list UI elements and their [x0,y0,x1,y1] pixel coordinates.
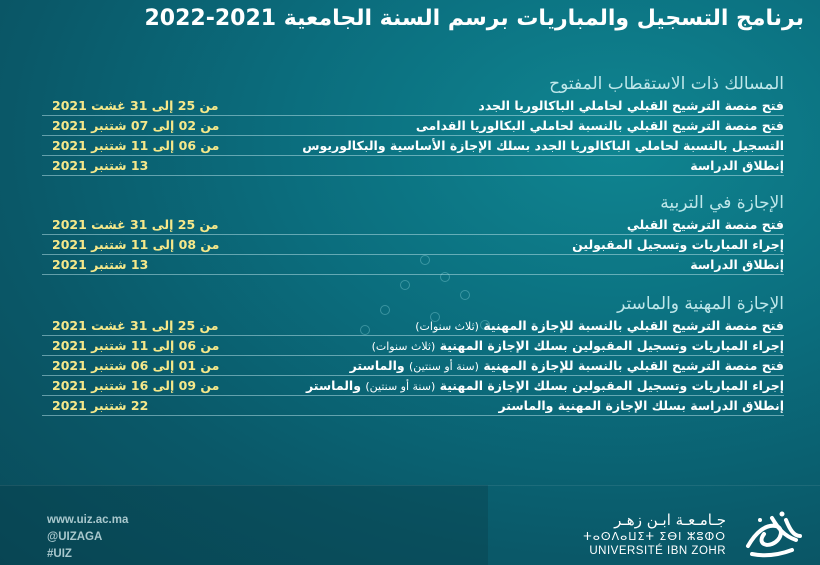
contact-info [47,512,128,563]
row-label: إجراء المباريات وتسجيل المقبولين بسلك الإجازة المهنية (سنة أو سنتين) والماستر [305,378,784,393]
row-label: فتح منصة الترشيح القبلي بالنسبة للإجازة المهنية (ثلاث سنوات) [415,318,784,333]
schedule-row [42,116,784,136]
row-date: من 25 إلى 31 غشت 2021 [52,318,219,333]
section-professional-master [42,292,784,416]
section-education-bachelor [42,191,784,275]
schedule-row [42,396,784,416]
ibn-zohr-calligraphy-icon [742,506,804,562]
row-date: من 08 إلى 11 شتنبر 2021 [52,237,220,252]
schedule-row [42,336,784,356]
section-title: المسالك ذات الاستقطاب المفتوح [549,74,784,94]
logo-arabic: جـامـعـة ابـن زهـر [614,511,726,529]
row-label: إجراء المباريات وتسجيل المقبولين [572,237,784,252]
footer-divider [0,485,820,486]
row-note: (سنة أو سنتين) [409,360,479,373]
schedule-row [42,96,784,116]
section-title: الإجازة في التربية [660,193,784,213]
logo-text [583,512,726,558]
row-date: من 06 إلى 11 شتنبر 2021 [52,338,220,353]
row-date: 22 شتنبر 2021 [52,398,149,413]
logo-french: UNIVERSITÉ IBN ZOHR [589,545,726,557]
row-label: فتح منصة الترشيح القبلي [626,217,784,232]
row-tail: والماستر [305,378,361,393]
row-date: 13 شتنبر 2021 [52,257,149,272]
logo-tifinagh: ⵜⴰⵙⴷⴰⵡⵉⵜ ⵉⴱⵏ ⵣⵓⵀⵔ [583,530,726,543]
row-label: إجراء المباريات وتسجيل المقبولين بسلك الإجازة المهنية (ثلاث سنوات) [371,338,784,353]
row-label: إنطلاق الدراسة [690,158,784,173]
row-date: من 09 إلى 16 شتنبر 2021 [52,378,220,393]
row-note: (سنة أو سنتين) [365,380,436,393]
section-open-access [42,72,784,176]
row-date: من 06 إلى 11 شتنبر 2021 [52,138,220,153]
schedule-row [42,215,784,235]
website-link[interactable]: www.uiz.ac.ma [47,514,129,526]
row-date: من 25 إلى 31 غشت 2021 [52,217,219,232]
row-tail: والماستر [349,358,405,373]
page-title: برنامج التسجيل والمباريات برسم السنة الجامعية 2021-2022 [144,6,804,31]
row-date: من 25 إلى 31 غشت 2021 [52,98,219,113]
hashtag: #UIZ [47,548,72,560]
row-note: (ثلاث سنوات) [415,320,479,333]
row-note: (ثلاث سنوات) [371,340,436,353]
row-label: فتح منصة الترشيح القبلي بالنسبة للإجازة المهنية (سنة أو سنتين) والماستر [349,358,784,373]
social-handle[interactable]: @UIZAGA [47,531,103,543]
row-date: من 02 إلى 07 شتنبر 2021 [52,118,220,133]
schedule-row [42,316,784,336]
schedule-row [42,376,784,396]
schedule-row [42,356,784,376]
row-date: 13 شتنبر 2021 [52,158,149,173]
schedule-row [42,136,784,156]
row-label: فتح منصة الترشيح القبلي لحاملي الباكالوريا الجدد [478,98,784,113]
section-title: الإجازة المهنية والماستر [617,294,784,314]
schedule-row [42,156,784,176]
schedule-row [42,255,784,275]
schedule-row [42,235,784,255]
university-logo [504,506,804,564]
row-label: إنطلاق الدراسة [690,257,784,272]
row-date: من 01 إلى 06 شتنبر 2021 [52,358,220,373]
row-label: التسجيل بالنسبة لحاملي الباكالوريا الجدد بسلك الإجازة الأساسية والبكالوريوس [302,138,784,153]
row-label: إنطلاق الدراسة بسلك الإجازة المهنية والماستر [498,398,784,413]
row-label: فتح منصة الترشيح القبلي بالنسبة لحاملي البكالوريا القدامى [415,118,784,133]
